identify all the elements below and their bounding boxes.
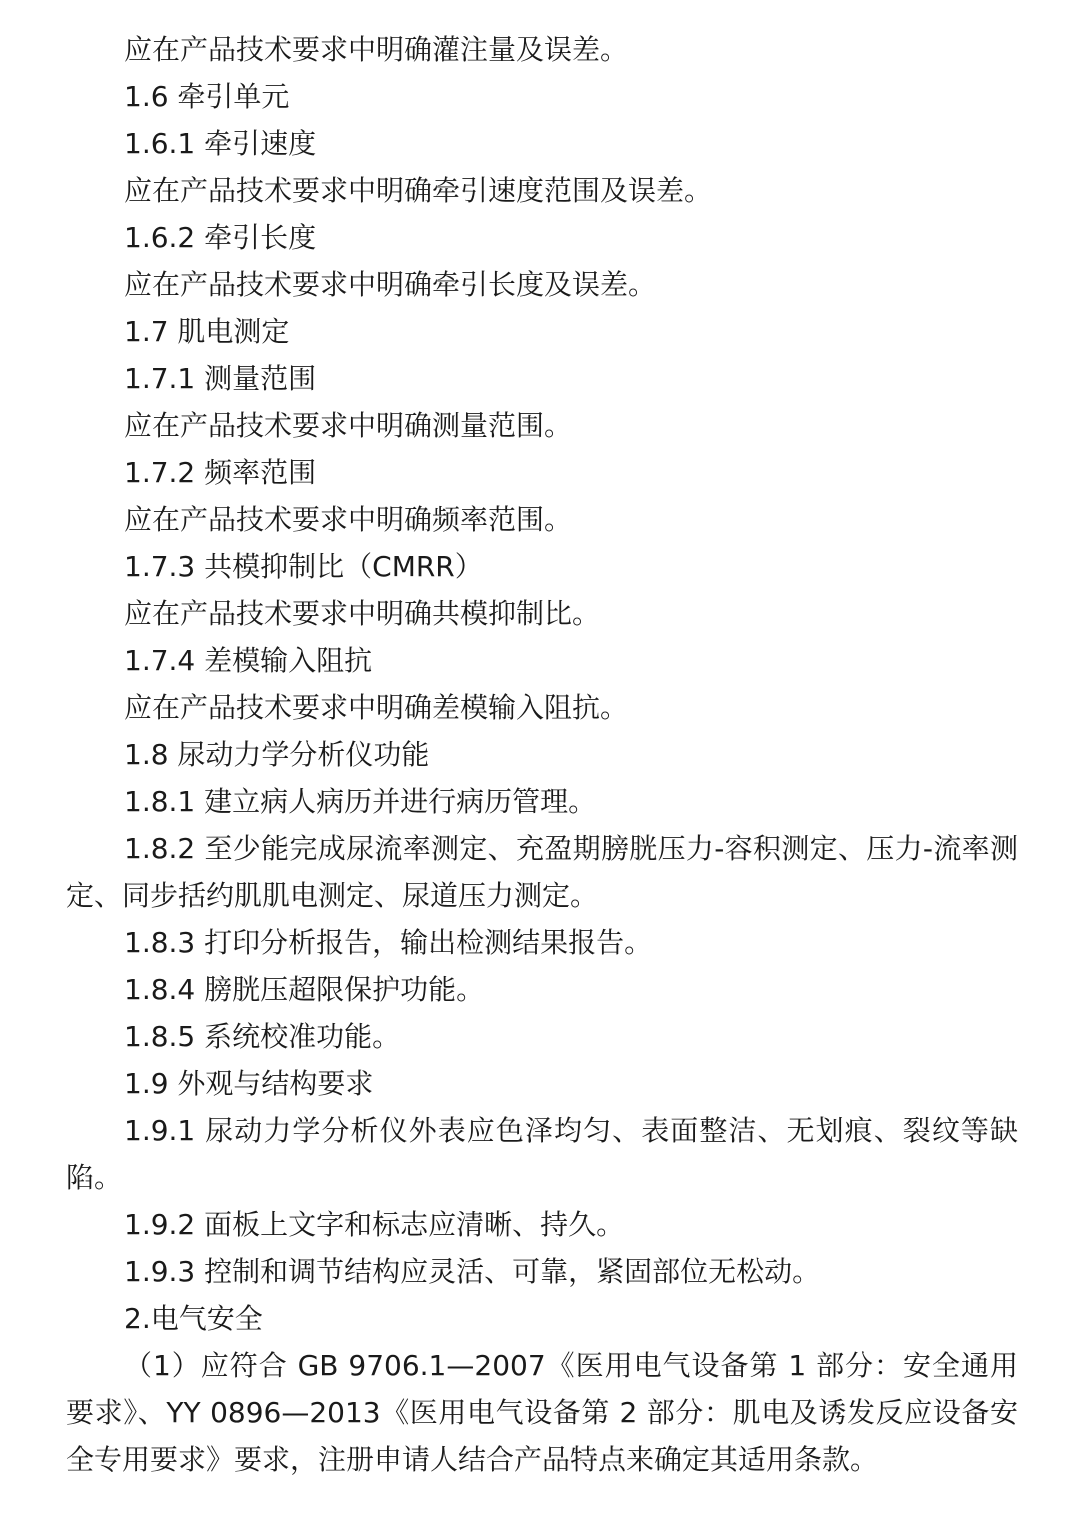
section-heading: 1.6 牵引单元 xyxy=(124,80,290,113)
paragraph: 应在产品技术要求中明确牵引速度范围及误差。 xyxy=(124,174,713,207)
subsection-heading: 1.7.3 共模抑制比（CMRR） xyxy=(124,550,483,583)
document-body xyxy=(66,26,1018,1483)
paragraph: 应在产品技术要求中明确灌注量及误差。 xyxy=(124,33,629,66)
paragraph: 应在产品技术要求中明确差模输入阻抗。 xyxy=(124,691,629,724)
paragraph: 应在产品技术要求中明确共模抑制比。 xyxy=(124,597,601,630)
list-item: 1.9.2 面板上文字和标志应清晰、持久。 xyxy=(124,1208,625,1241)
list-item: 1.8.2 至少能完成尿流率测定、充盈期膀胱压力-容积测定、压力-流率测定、同步括约肌肌电测定、尿道压力测定。 xyxy=(66,832,1018,912)
paragraph: （1）应符合 GB 9706.1—2007《医用电气设备第 1 部分：安全通用要求》、YY 0896—2013《医用电气设备第 2 部分：肌电及诱发反应设备安全专用要求》要求，注册申请人结合产品特点来确定其适用条款。 xyxy=(66,1349,1018,1476)
section-heading: 1.9 外观与结构要求 xyxy=(124,1067,374,1100)
list-item: 1.8.1 建立病人病历并进行病历管理。 xyxy=(124,785,597,818)
section-heading: 1.8 尿动力学分析仪功能 xyxy=(124,738,430,771)
list-item: 1.8.4 膀胱压超限保护功能。 xyxy=(124,973,485,1006)
subsection-heading: 1.6.1 牵引速度 xyxy=(124,127,317,160)
subsection-heading: 1.6.2 牵引长度 xyxy=(124,221,317,254)
list-item: 1.9.1 尿动力学分析仪外表应色泽均匀、表面整洁、无划痕、裂纹等缺陷。 xyxy=(66,1114,1018,1194)
section-heading: 2.电气安全 xyxy=(124,1302,263,1335)
paragraph: 应在产品技术要求中明确测量范围。 xyxy=(124,409,573,442)
subsection-heading: 1.7.1 测量范围 xyxy=(124,362,317,395)
subsection-heading: 1.7.2 频率范围 xyxy=(124,456,317,489)
subsection-heading: 1.7.4 差模输入阻抗 xyxy=(124,644,373,677)
list-item: 1.8.3 打印分析报告，输出检测结果报告。 xyxy=(124,926,653,959)
list-item: 1.9.3 控制和调节结构应灵活、可靠，紧固部位无松动。 xyxy=(124,1255,821,1288)
section-heading: 1.7 肌电测定 xyxy=(124,315,290,348)
paragraph: 应在产品技术要求中明确频率范围。 xyxy=(124,503,573,536)
paragraph: 应在产品技术要求中明确牵引长度及误差。 xyxy=(124,268,657,301)
list-item: 1.8.5 系统校准功能。 xyxy=(124,1020,401,1053)
